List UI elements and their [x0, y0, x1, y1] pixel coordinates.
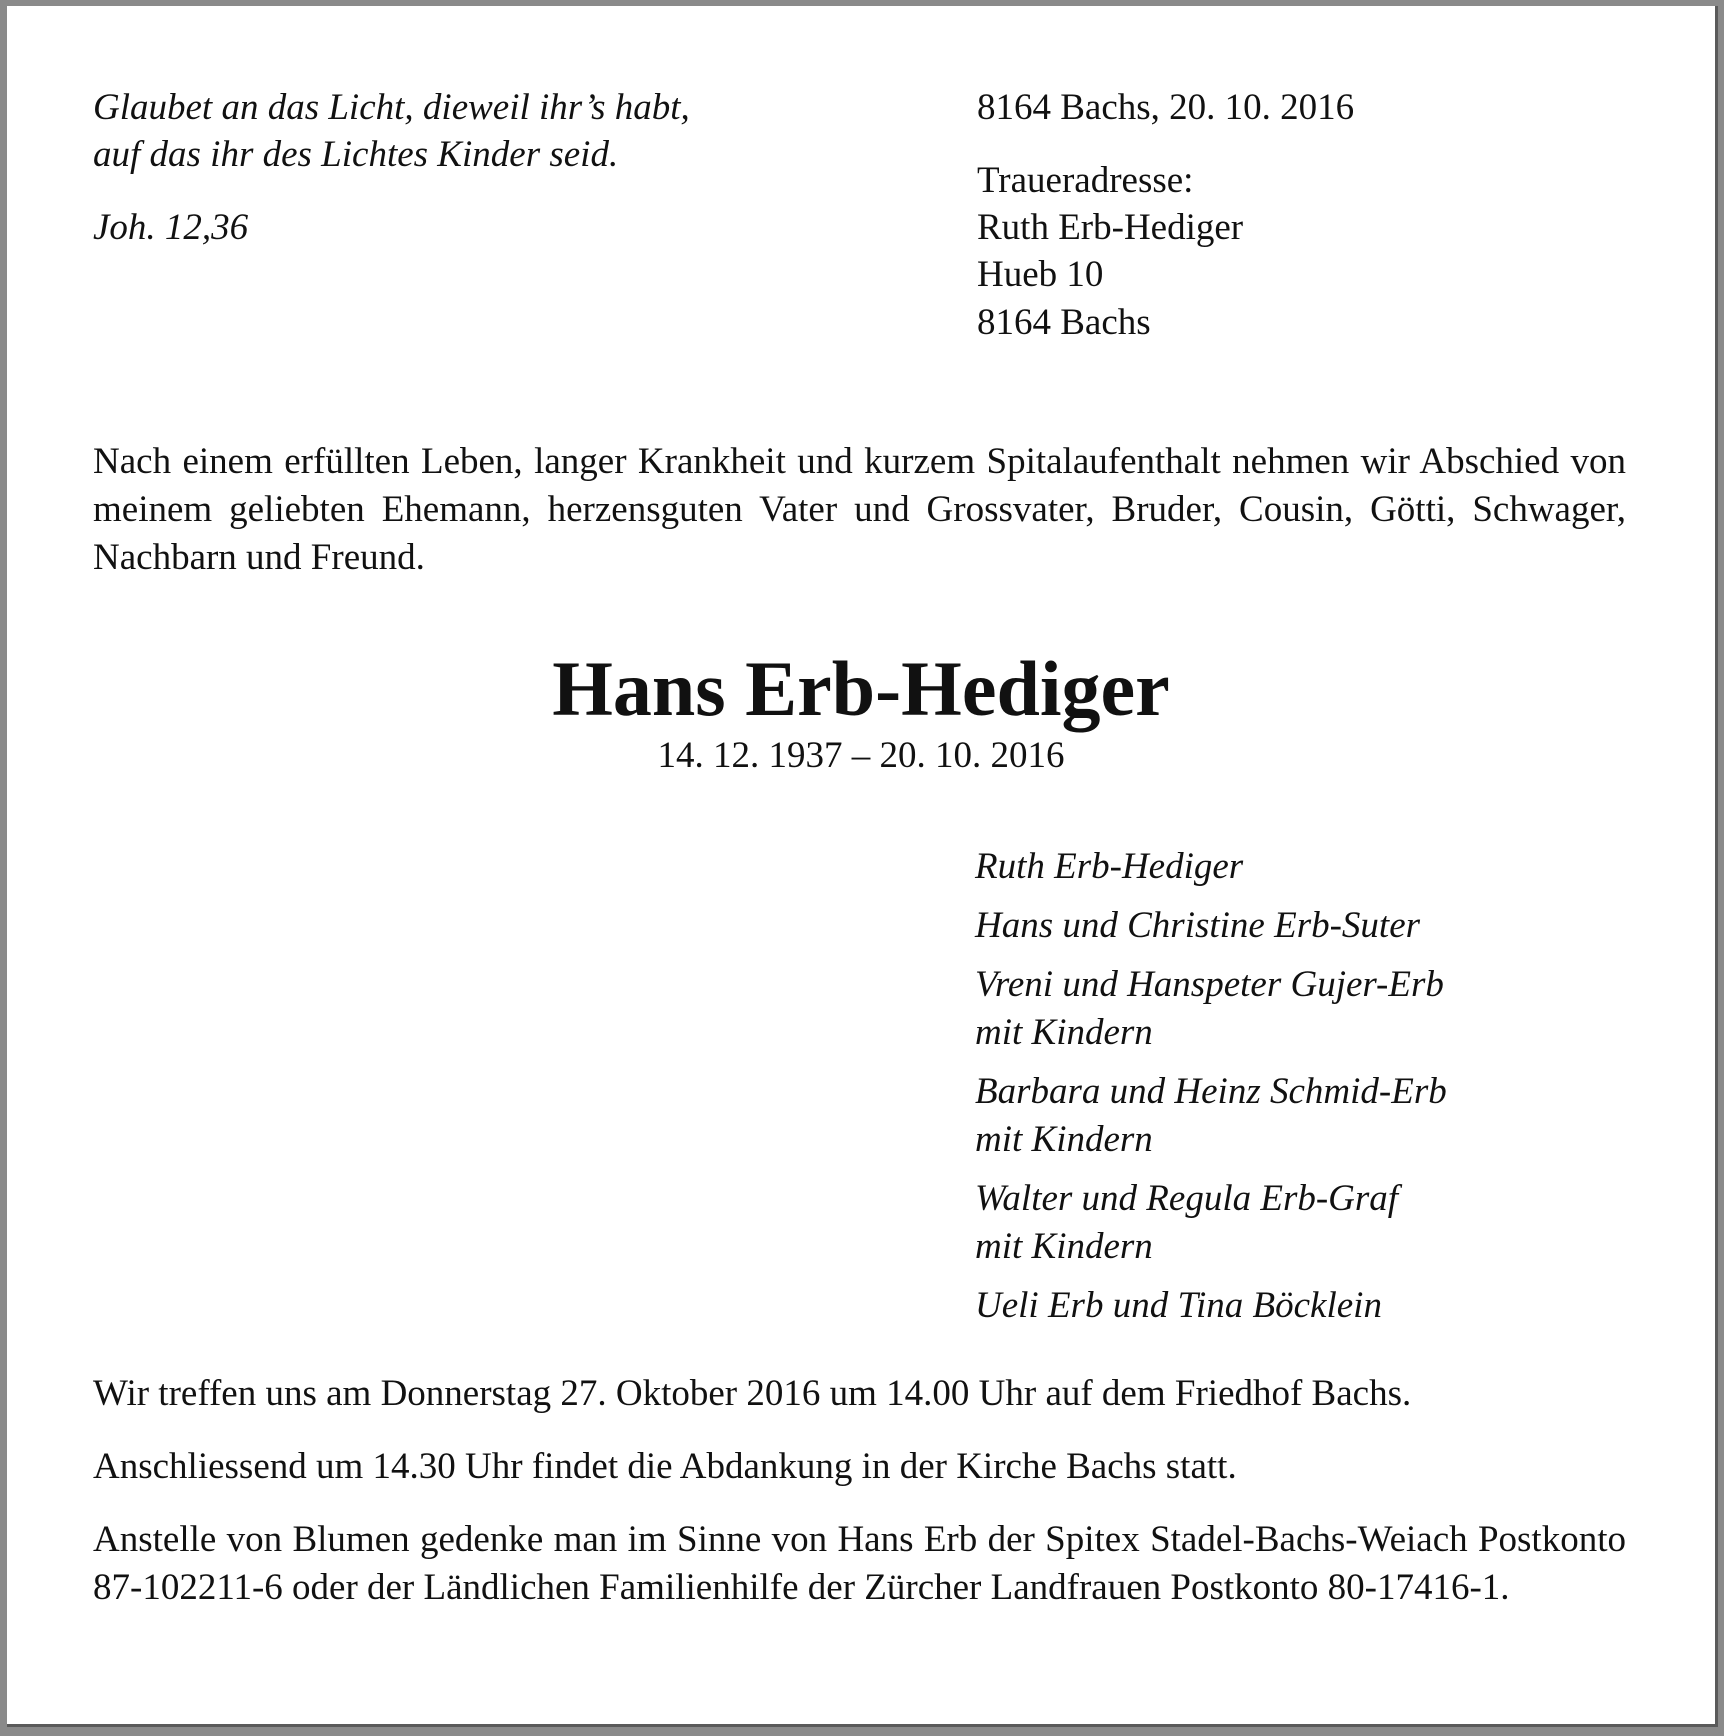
notice-donation: Anstelle von Blumen gedenke man im Sinne von Hans Erb der Spitex Stadel-Bachs-Weiach Postkonto 87-102211-6 oder der Ländlichen Familienhilfe der Zürcher Landfrauen Postkonto 80-17416-1. [93, 1519, 1626, 1608]
address-name: Ruth Erb-Hediger [977, 207, 1244, 248]
notice-service: Anschliessend um 14.30 Uhr findet die Abdankung in der Kirche Bachs statt. [93, 1446, 1237, 1487]
mourner-4: Barbara und Heinz Schmid-Erb [975, 1071, 1447, 1112]
address-street: Hueb 10 [977, 254, 1104, 295]
mourner-6: Ueli Erb und Tina Böcklein [975, 1285, 1382, 1326]
address-city: 8164 Bachs [977, 302, 1151, 343]
obituary-page [7, 6, 1718, 1727]
place-date: 8164 Bachs, 20. 10. 2016 [977, 87, 1355, 128]
mourner-2: Hans und Christine Erb-Suter [975, 905, 1421, 946]
mourner-3-children: mit Kindern [975, 1012, 1153, 1053]
mourner-3: Vreni und Hanspeter Gujer-Erb [975, 964, 1444, 1005]
mourner-5: Walter und Regula Erb-Graf [975, 1178, 1399, 1219]
intro-paragraph: Nach einem erfüllten Leben, langer Krankheit und kurzem Spitalaufenthalt nehmen wir Abschied von meinem geliebten Ehemann, herzensguten Vater und Grossvater, Bruder, Cousin, Götti, Schwager, Nachbarn und Freund. [93, 441, 1626, 578]
deceased-dates: 14. 12. 1937 – 20. 10. 2016 [657, 735, 1065, 776]
motto-line-1: Glaubet an das Licht, dieweil ihr’s habt, [93, 87, 690, 128]
motto-line-2: auf das ihr des Lichtes Kinder seid. [93, 134, 619, 175]
deceased-name: Hans Erb-Hediger [552, 645, 1170, 732]
notice-meeting: Wir treffen uns am Donnerstag 27. Oktober 2016 um 14.00 Uhr auf dem Friedhof Bachs. [93, 1373, 1412, 1414]
address-label: Traueradresse: [977, 160, 1194, 201]
mourner-5-children: mit Kindern [975, 1226, 1153, 1267]
motto-reference: Joh. 12,36 [93, 207, 249, 248]
mourner-4-children: mit Kindern [975, 1119, 1153, 1160]
mourner-1: Ruth Erb-Hediger [975, 846, 1244, 887]
